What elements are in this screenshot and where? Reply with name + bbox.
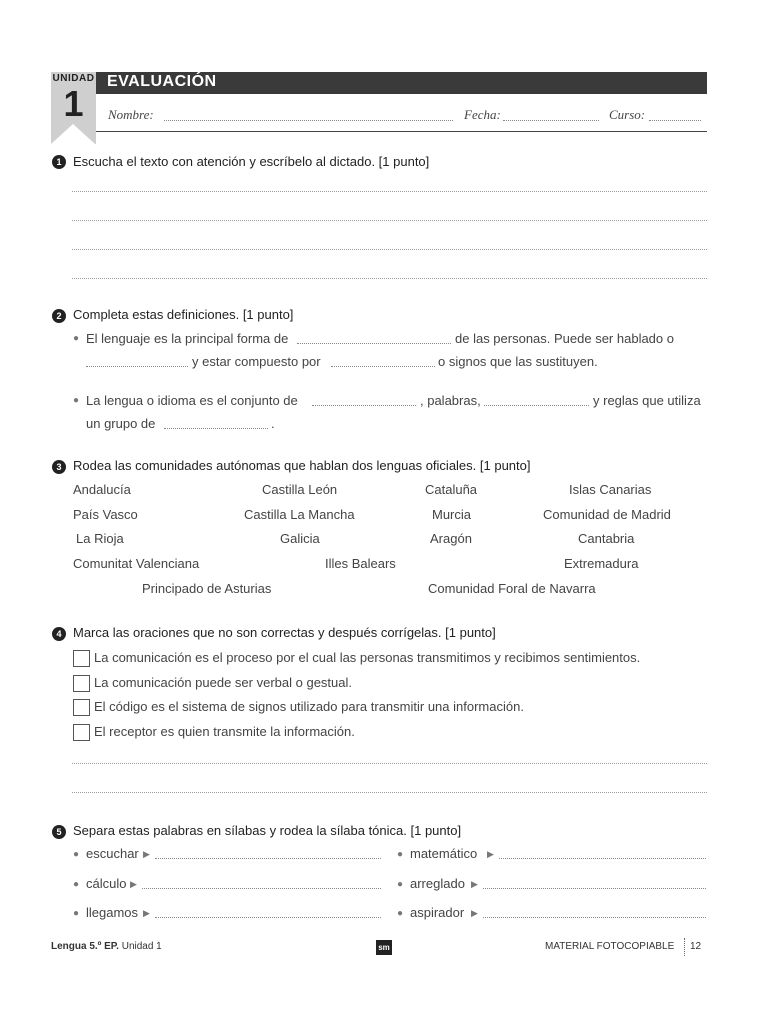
footer-subject-text: Lengua 5.º EP. — [51, 941, 119, 952]
answer-line[interactable] — [72, 278, 707, 279]
community-aragon[interactable]: Aragón — [430, 531, 472, 546]
community-andalucia[interactable]: Andalucía — [73, 482, 131, 497]
community-islas-canarias[interactable]: Islas Canarias — [569, 482, 652, 497]
answer-line[interactable] — [72, 249, 707, 250]
community-asturias[interactable]: Principado de Asturias — [142, 581, 272, 596]
answer-line[interactable] — [72, 220, 707, 221]
bullet: ● — [73, 395, 80, 406]
community-castilla-la-mancha[interactable]: Castilla La Mancha — [244, 507, 355, 522]
community-la-rioja[interactable]: La Rioja — [76, 531, 124, 546]
word-escuchar: escuchar — [86, 846, 139, 861]
community-castilla-leon[interactable]: Castilla León — [262, 482, 338, 497]
arrow-icon: ▶ — [471, 879, 478, 889]
word-aspirador: aspirador — [410, 905, 465, 920]
community-madrid[interactable]: Comunidad de Madrid — [543, 507, 671, 522]
word-matematico: matemático — [410, 846, 478, 861]
definition-1-part-2: de las personas. Puede ser hablado o — [455, 331, 674, 346]
question-2-text: Completa estas definiciones. [1 punto] — [73, 307, 294, 322]
bullet: ● — [397, 879, 404, 890]
community-cataluna[interactable]: Cataluña — [425, 482, 478, 497]
arrow-icon: ▶ — [143, 849, 150, 859]
community-pais-vasco[interactable]: País Vasco — [73, 507, 138, 522]
bullet: ● — [73, 879, 80, 890]
arrow-icon: ▶ — [130, 879, 137, 889]
syllable-field[interactable] — [499, 858, 706, 859]
definition-2-part-4: un grupo de — [86, 416, 156, 431]
footer-unit: Unidad 1 — [121, 941, 162, 952]
answer-line[interactable] — [72, 191, 707, 192]
community-murcia[interactable]: Murcia — [432, 507, 472, 522]
community-galicia[interactable]: Galicia — [280, 531, 320, 546]
sentence-checkbox[interactable] — [73, 675, 90, 692]
definition-1-part-4: o signos que las sustituyen. — [438, 354, 598, 369]
date-label: Fecha: — [464, 107, 501, 122]
syllable-field[interactable] — [155, 858, 381, 859]
syllable-field[interactable] — [483, 917, 706, 918]
community-baleares[interactable]: Illes Balears — [325, 556, 396, 571]
question-1-text: Escucha el texto con atención y escríbelo al dictado. [1 punto] — [73, 154, 430, 169]
definition-2-part-2: , palabras, — [420, 393, 481, 408]
bullet: ● — [73, 849, 80, 860]
question-5-text: Separa estas palabras en sílabas y rodea la sílaba tónica. [1 punto] — [73, 823, 462, 838]
footer-subject — [51, 941, 162, 952]
community-extremadura[interactable]: Extremadura — [564, 556, 639, 571]
definition-1-part-3: y estar compuesto por — [192, 354, 321, 369]
community-cantabria[interactable]: Cantabria — [578, 531, 635, 546]
blank-field[interactable] — [164, 428, 268, 429]
bullet: ● — [73, 333, 80, 344]
definition-2-part-3: y reglas que utiliza — [593, 393, 701, 408]
blank-field[interactable] — [297, 343, 451, 344]
blank-field[interactable] — [484, 405, 589, 406]
syllable-field[interactable] — [155, 917, 381, 918]
question-1-number: 1 — [52, 155, 66, 169]
unit-tab-notch — [51, 124, 95, 144]
question-3-text: Rodea las comunidades autónomas que hablan dos lenguas oficiales. [1 punto] — [73, 458, 531, 473]
header-divider — [96, 131, 707, 132]
arrow-icon: ▶ — [471, 908, 478, 918]
name-label: Nombre: — [108, 107, 154, 122]
sentence-1: La comunicación es el proceso por el cual las personas transmitimos y recibimos sentimientos. — [94, 650, 641, 665]
word-calculo: cálculo — [86, 876, 127, 891]
bullet: ● — [397, 908, 404, 919]
community-navarra[interactable]: Comunidad Foral de Navarra — [428, 581, 596, 596]
question-5-number: 5 — [52, 825, 66, 839]
blank-field[interactable] — [331, 366, 435, 367]
unit-label: UNIDAD — [52, 73, 95, 84]
definition-2-part-5: . — [271, 416, 275, 431]
syllable-field[interactable] — [483, 888, 706, 889]
sentence-4: El receptor es quien transmite la información. — [94, 724, 355, 739]
footer-material: MATERIAL FOTOCOPIABLE — [545, 941, 675, 952]
syllable-field[interactable] — [142, 888, 381, 889]
page-number: 12 — [690, 941, 702, 952]
sentence-2: La comunicación puede ser verbal o gestual. — [94, 675, 352, 690]
definition-1-part-1: El lenguaje es la principal forma de — [86, 331, 289, 346]
arrow-icon: ▶ — [143, 908, 150, 918]
community-valenciana[interactable]: Comunitat Valenciana — [73, 556, 200, 571]
sentence-checkbox[interactable] — [73, 724, 90, 741]
unit-number: 1 — [63, 83, 84, 124]
blank-field[interactable] — [86, 366, 188, 367]
sentence-checkbox[interactable] — [73, 699, 90, 716]
bullet: ● — [73, 908, 80, 919]
sentence-checkbox[interactable] — [73, 650, 90, 667]
sentence-3: El código es el sistema de signos utilizado para transmitir una información. — [94, 699, 524, 714]
word-arreglado: arreglado — [410, 876, 465, 891]
arrow-icon: ▶ — [487, 849, 494, 859]
page-title: EVALUACIÓN — [107, 73, 217, 90]
name-field[interactable] — [164, 120, 453, 121]
bullet: ● — [397, 849, 404, 860]
question-4-text: Marca las oraciones que no son correctas y después corrígelas. [1 punto] — [73, 625, 496, 640]
course-field[interactable] — [649, 120, 701, 121]
question-4-number: 4 — [52, 627, 66, 641]
date-field[interactable] — [503, 120, 599, 121]
course-label: Curso: — [609, 107, 646, 122]
question-2-number: 2 — [52, 309, 66, 323]
word-llegamos: llegamos — [86, 905, 139, 920]
answer-line[interactable] — [72, 763, 707, 764]
answer-line[interactable] — [72, 792, 707, 793]
question-3-number: 3 — [52, 460, 66, 474]
blank-field[interactable] — [312, 405, 416, 406]
sm-logo: sm — [376, 940, 392, 955]
definition-2-part-1: La lengua o idioma es el conjunto de — [86, 393, 298, 408]
footer-separator — [684, 938, 685, 956]
